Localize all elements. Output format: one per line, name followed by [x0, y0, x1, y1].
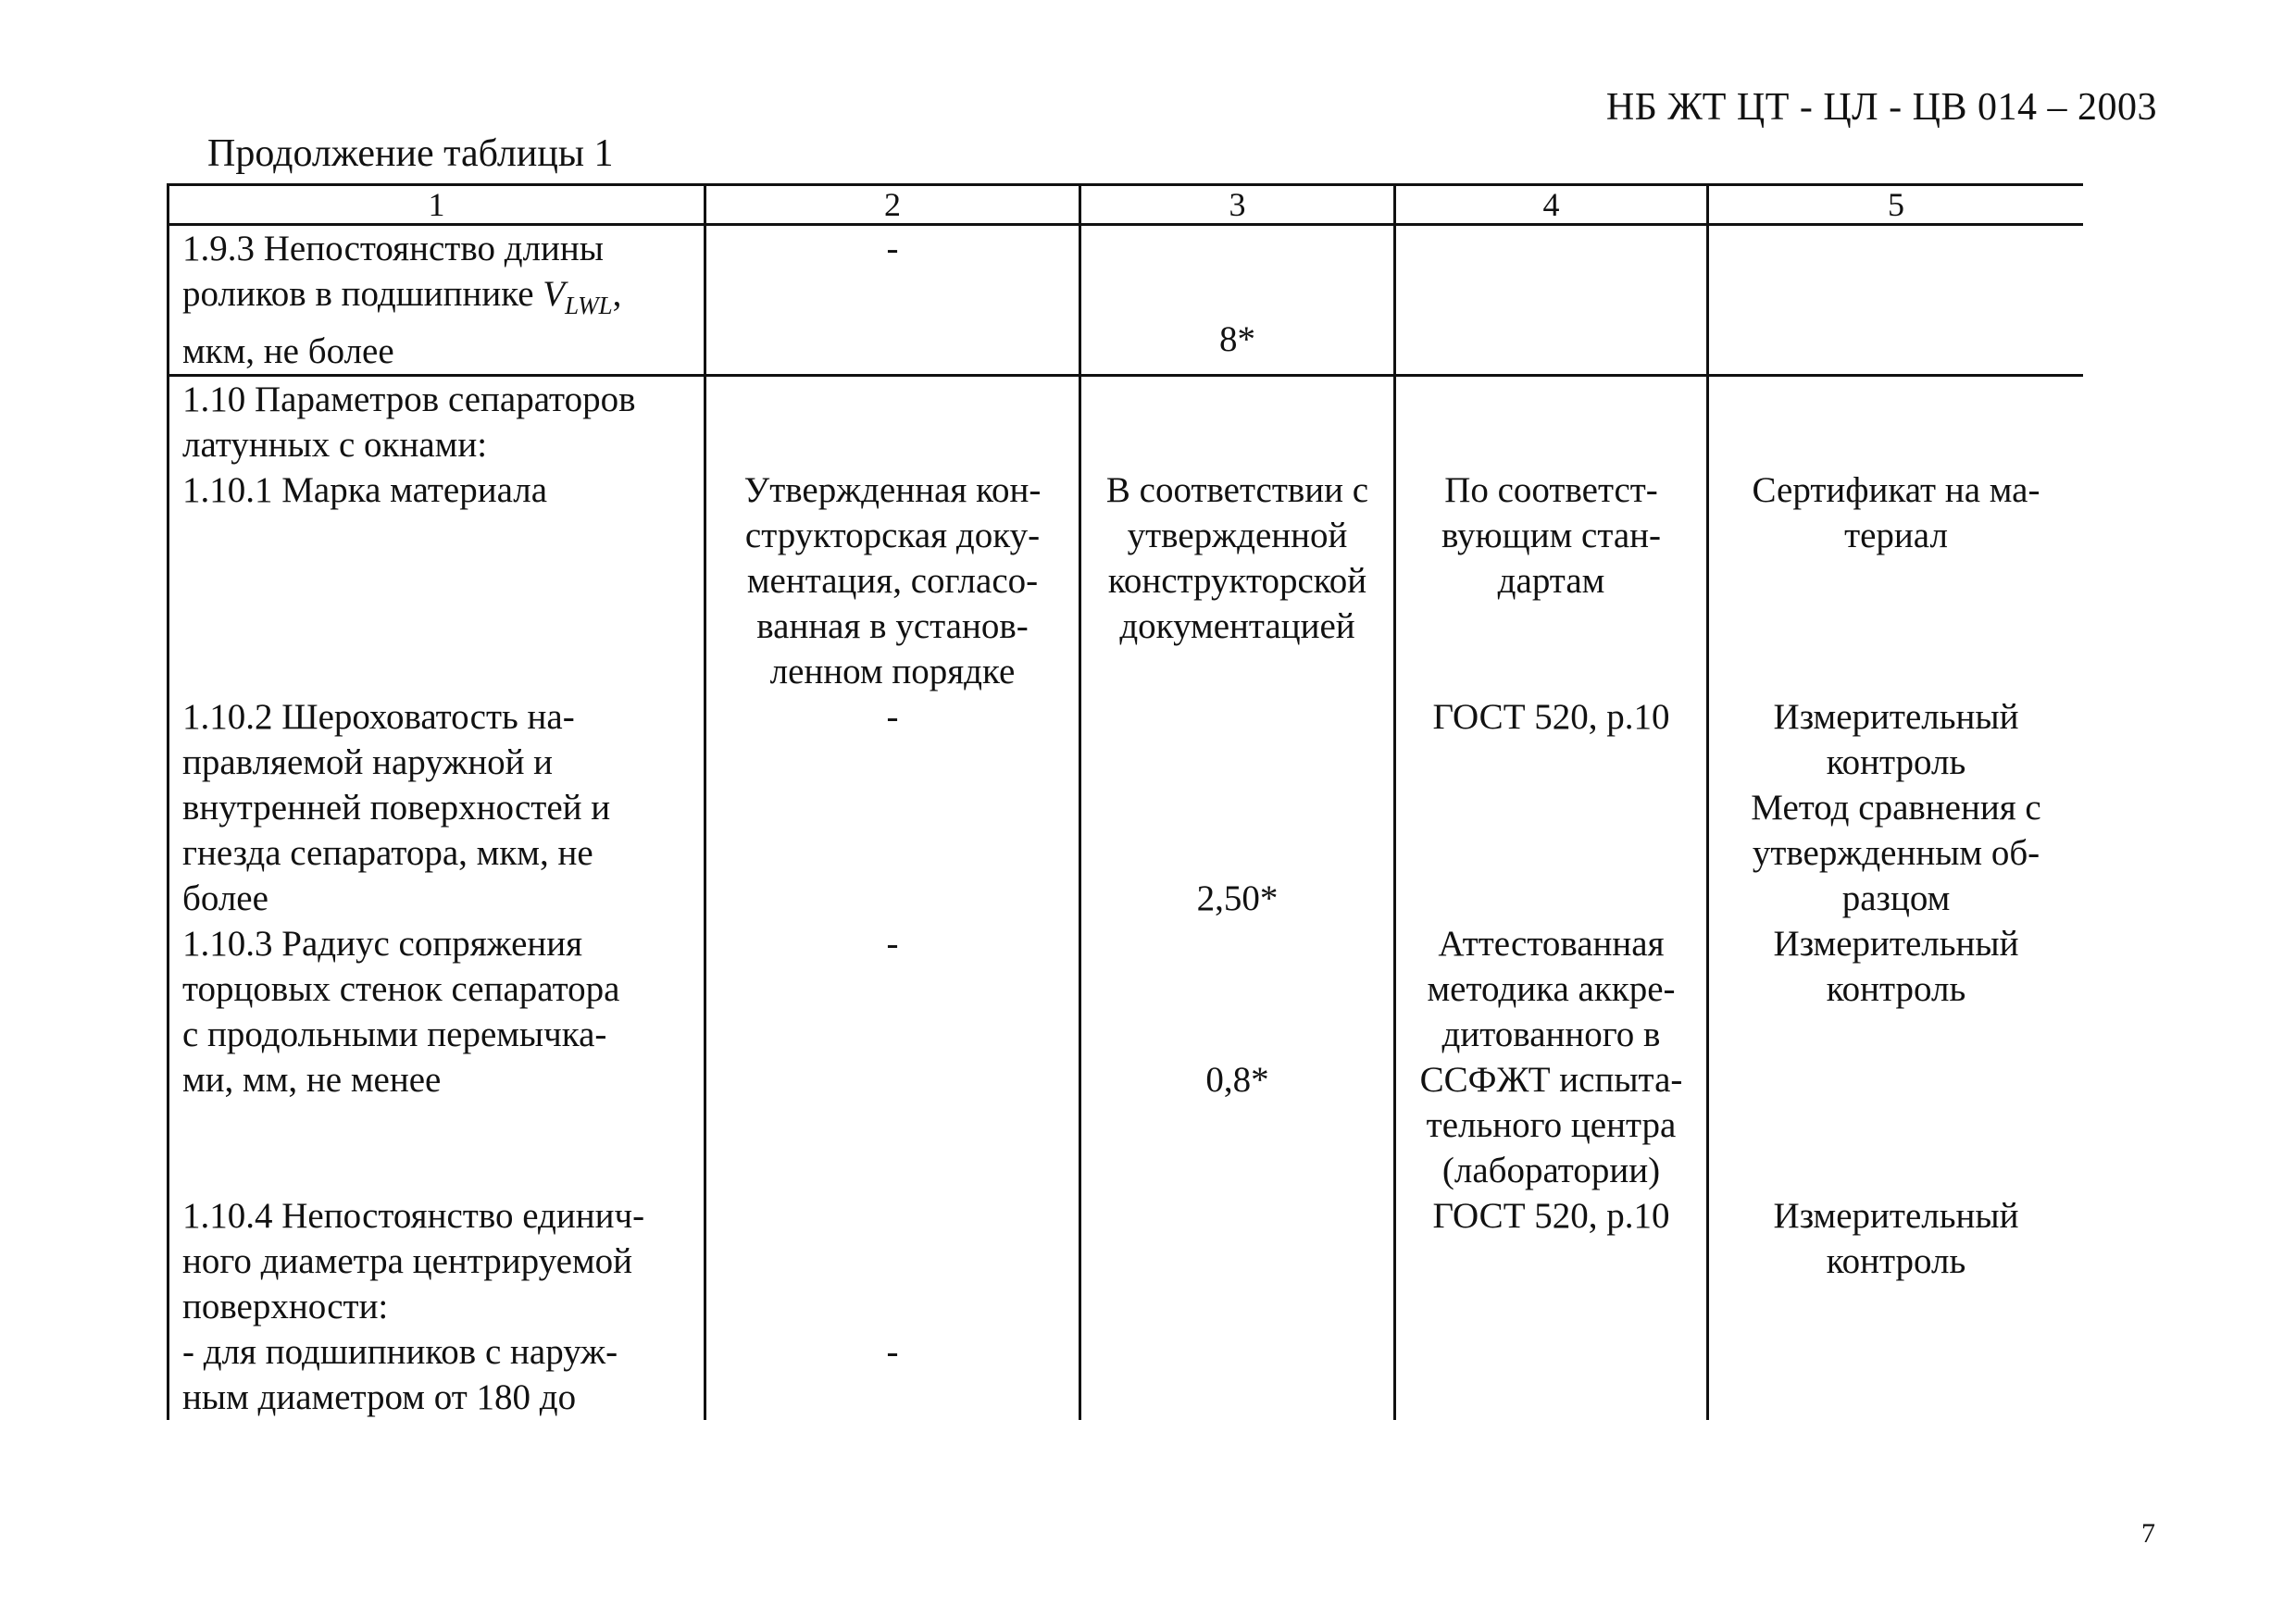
dash-value: - — [886, 1331, 899, 1372]
table-row-1-10-3 — [168, 921, 2084, 1193]
column-number-2: 2 — [705, 185, 1080, 225]
cell-control — [1708, 225, 2084, 376]
cell-parameter: 1.10.3 Радиус сопряжения торцовых стенок сепаратора с продольными перемычка- ми, мм, не менее — [168, 921, 705, 1193]
norm-value: 2,50* — [1196, 878, 1279, 918]
dash-value: - — [886, 923, 899, 964]
dash-value: - — [886, 229, 899, 268]
cell-method: ГОСТ 520, р.10 — [1395, 1193, 1708, 1329]
table — [167, 183, 2083, 1420]
cell-norm — [1080, 375, 1395, 467]
cell-documentation — [705, 921, 1080, 1193]
parameter-text: роликов в подшипнике — [182, 274, 543, 314]
cell-documentation — [705, 694, 1080, 921]
document-code: НБ ЖТ ЦТ - ЦЛ - ЦВ 014 – 2003 — [1605, 86, 2157, 129]
table-continuation-caption: Продолжение таблицы 1 — [207, 132, 614, 175]
cell-documentation: Утвержденная кон- структорская доку- ментация, согласо- ванная в установ- ленном порядке — [705, 467, 1080, 694]
cell-method — [1395, 225, 1708, 376]
table-row-1-10-2 — [168, 694, 2084, 921]
parameter-line: латунных с окнами: — [182, 424, 488, 465]
parameter-text: , — [612, 274, 622, 314]
cell-norm — [1080, 921, 1395, 1193]
norm-value: 8* — [1219, 319, 1255, 359]
cell-control: Измерительный контроль Метод сравнения с утвержденным об- разцом — [1708, 694, 2084, 921]
cell-documentation — [705, 375, 1080, 467]
cell-parameter: 1.10.2 Шероховатость на- правляемой наружной и внутренней поверхностей и гнезда сепаратора, мкм, не более — [168, 694, 705, 921]
cell-parameter — [168, 225, 705, 376]
cell-norm — [1080, 1193, 1395, 1329]
parameter-line — [182, 271, 691, 329]
cell-control: Измерительный контроль — [1708, 921, 2084, 1193]
norm-value: 0,8* — [1205, 1059, 1269, 1100]
parameter-line: 1.10 Параметров сепараторов — [182, 379, 636, 419]
table-header-row — [168, 185, 2084, 225]
cell-parameter: 1.10.4 Непостоянство единич- ного диаметра центрируемой поверхности: — [168, 1193, 705, 1329]
cell-method — [1395, 1329, 1708, 1420]
cell-method — [1395, 375, 1708, 467]
cell-method: По соответст- вующим стан- дартам — [1395, 467, 1708, 694]
table-row-1-10-1 — [168, 467, 2084, 694]
cell-documentation — [705, 225, 1080, 376]
column-number-5: 5 — [1708, 185, 2084, 225]
cell-control: Сертификат на ма- териал — [1708, 467, 2084, 694]
table-row-1-10 — [168, 375, 2084, 467]
cell-method: Аттестованная методика аккре- дитованного в ССФЖТ испыта- тельного центра (лаборатории) — [1395, 921, 1708, 1193]
column-number-3: 3 — [1080, 185, 1395, 225]
table-row-1-9-3 — [168, 225, 2084, 376]
cell-parameter: - для подшипников с наруж- ным диаметром от 180 до — [168, 1329, 705, 1420]
page-number: 7 — [2141, 1518, 2155, 1549]
cell-norm — [1080, 1329, 1395, 1420]
cell-control — [1708, 1329, 2084, 1420]
cell-method: ГОСТ 520, р.10 — [1395, 694, 1708, 921]
parameter-line: мкм, не более — [182, 330, 394, 371]
table-row-1-10-4-subitem — [168, 1329, 2084, 1420]
dash-value: - — [886, 696, 899, 737]
variable-subscript: LWL — [565, 291, 613, 319]
cell-norm — [1080, 225, 1395, 376]
variable-symbol: V — [543, 274, 566, 314]
table-row-1-10-4 — [168, 1193, 2084, 1329]
column-number-4: 4 — [1395, 185, 1708, 225]
cell-documentation — [705, 1193, 1080, 1329]
cell-documentation — [705, 1329, 1080, 1420]
parameter-line: 1.9.3 Непостоянство длины — [182, 229, 604, 268]
cell-norm: В соответствии с утвержденной конструкторской документацией — [1080, 467, 1395, 694]
cell-parameter: 1.10.1 Марка материала — [168, 467, 705, 694]
cell-parameter — [168, 375, 705, 467]
column-number-1: 1 — [168, 185, 705, 225]
cell-control — [1708, 375, 2084, 467]
specification-table — [167, 183, 2083, 1428]
cell-control: Измерительный контроль — [1708, 1193, 2084, 1329]
cell-norm — [1080, 694, 1395, 921]
